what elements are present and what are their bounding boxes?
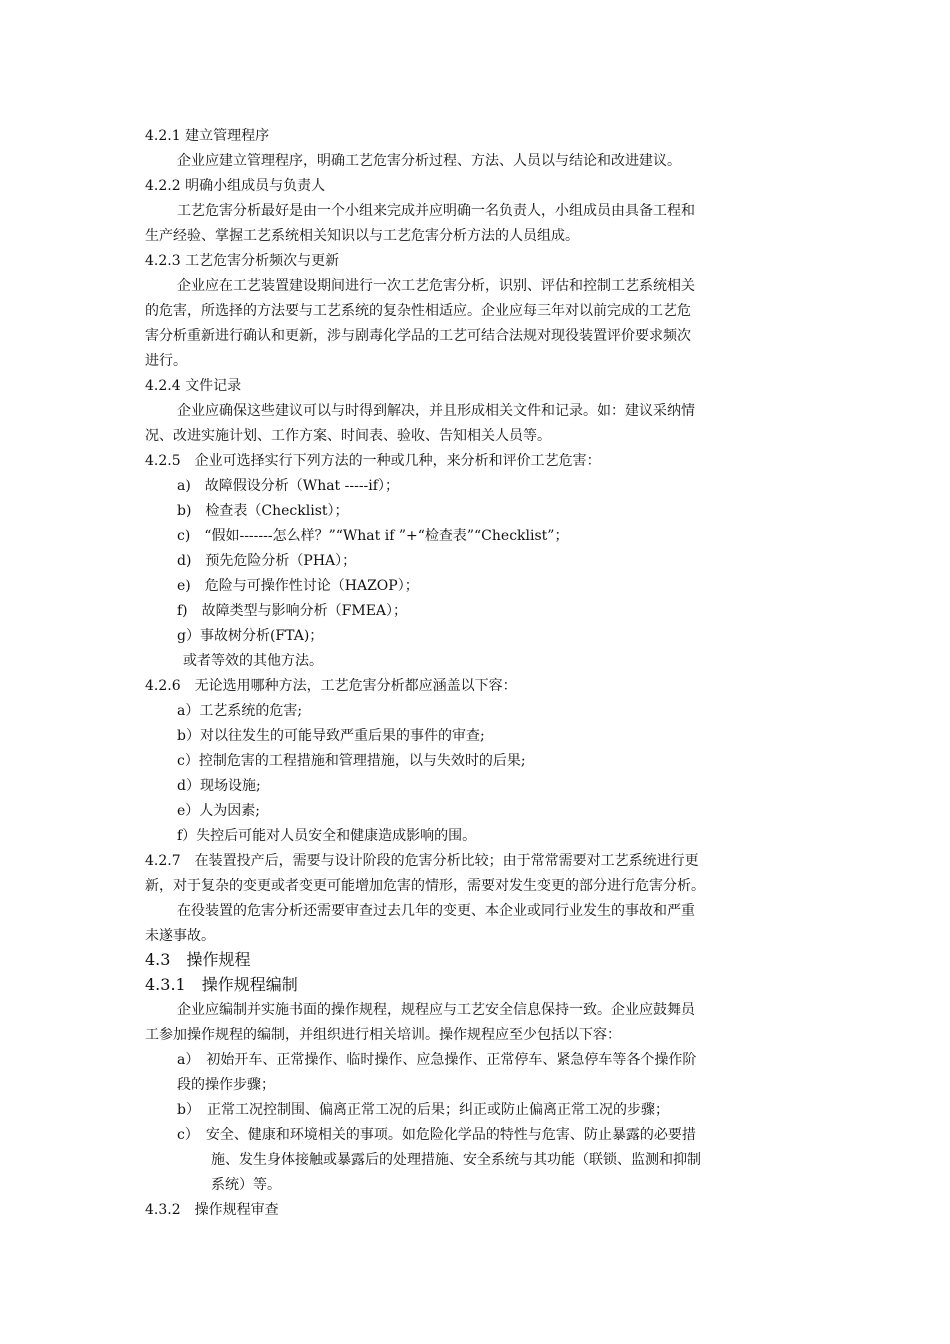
paragraph-line: 企业应在工艺装置建设期间进行一次工艺危害分析，识别、评估和控制工艺系统相关 bbox=[177, 278, 695, 294]
heading-4-2-5: 4.2.5 企业可选择实行下列方法的一种或几种，来分析和评价工艺危害： bbox=[145, 453, 601, 469]
list-item: a) 故障假设分析（What -----if）； bbox=[177, 478, 399, 494]
list-item: b）对以往发生的可能导致严重后果的事件的审查; bbox=[177, 728, 485, 744]
paragraph-line: 未遂事故。 bbox=[145, 928, 215, 944]
heading-4-2-4: 4.2.4 文件记录 bbox=[145, 378, 242, 394]
heading-4-3-1: 4.3.1 操作规程编制 bbox=[145, 975, 298, 994]
list-item: c) “假如-------怎么样？”“What if ”+“检查表”“Checklist”； bbox=[177, 528, 569, 544]
heading-4-3: 4.3 操作规程 bbox=[145, 950, 251, 969]
list-item: b) 检查表（Checklist）； bbox=[177, 503, 349, 519]
heading-4-2-2: 4.2.2 明确小组成员与负责人 bbox=[145, 178, 326, 194]
list-item: d) 预先危险分析（PHA）； bbox=[177, 553, 357, 569]
list-item: a）工艺系统的危害; bbox=[177, 703, 303, 719]
paragraph-line: 企业应确保这些建议可以与时得到解决，并且形成相关文件和记录。如：建议采纳情 bbox=[177, 403, 695, 419]
heading-4-2-6: 4.2.6 无论选用哪种方法，工艺危害分析都应涵盖以下容： bbox=[145, 678, 517, 694]
paragraph-line: 新，对于复杂的变更或者变更可能增加危害的情形，需要对发生变更的部分进行危害分析。 bbox=[145, 878, 705, 894]
paragraph-line: 生产经验、掌握工艺系统相关知识以与工艺危害分析方法的人员组成。 bbox=[145, 228, 579, 244]
paragraph-line: 害分析重新进行确认和更新，涉与剧毒化学品的工艺可结合法规对现役装置评价要求频次 bbox=[145, 328, 691, 344]
list-item: e) 危险与可操作性讨论（HAZOP）； bbox=[177, 578, 419, 594]
list-item-continuation: 段的操作步骤； bbox=[177, 1077, 275, 1093]
list-item: e）人为因素; bbox=[177, 803, 261, 819]
list-item: d）现场设施; bbox=[177, 778, 261, 794]
heading-4-2-7: 4.2.7 在装置投产后，需要与设计阶段的危害分析比较；由于常常需要对工艺系统进行更 bbox=[145, 853, 699, 869]
list-item-continuation: 施、发生身体接触或暴露后的处理措施、安全系统与其功能（联锁、监测和抑制 bbox=[211, 1152, 701, 1168]
paragraph-line: 况、改进实施计划、工作方案、时间表、验收、告知相关人员等。 bbox=[145, 428, 551, 444]
list-item: b） 正常工况控制围、偏离正常工况的后果；纠正或防止偏离正常工况的步骤； bbox=[177, 1102, 669, 1118]
paragraph-line: 企业应编制并实施书面的操作规程，规程应与工艺安全信息保持一致。企业应鼓舞员 bbox=[177, 1002, 695, 1018]
paragraph-line: 企业应建立管理程序，明确工艺危害分析过程、方法、人员以与结论和改进建议。 bbox=[177, 153, 681, 169]
paragraph-line: 进行。 bbox=[145, 353, 187, 369]
list-item: f) 故障类型与影响分析（FMEA）； bbox=[177, 603, 408, 619]
list-item: g）事故树分析(FTA)； bbox=[177, 628, 324, 644]
paragraph-line: 或者等效的其他方法。 bbox=[183, 653, 323, 669]
heading-4-2-1: 4.2.1 建立管理程序 bbox=[145, 128, 270, 144]
paragraph-line: 的危害，所选择的方法要与工艺系统的复杂性相适应。企业应每三年对以前完成的工艺危 bbox=[145, 303, 691, 319]
paragraph-line: 在役装置的危害分析还需要审查过去几年的变更、本企业或同行业发生的事故和严重 bbox=[177, 903, 695, 919]
paragraph-line: 工艺危害分析最好是由一个小组来完成并应明确一名负责人，小组成员由具备工程和 bbox=[177, 203, 695, 219]
list-item: c）控制危害的工程措施和管理措施，以与失效时的后果; bbox=[177, 753, 526, 769]
heading-4-3-2: 4.3.2 操作规程审查 bbox=[145, 1202, 279, 1218]
list-item: a） 初始开车、正常操作、临时操作、应急操作、正常停车、紧急停车等各个操作阶 bbox=[177, 1052, 697, 1068]
list-item-continuation: 系统）等。 bbox=[211, 1177, 281, 1193]
paragraph-line: 工参加操作规程的编制，并组织进行相关培训。操作规程应至少包括以下容： bbox=[145, 1027, 621, 1043]
heading-4-2-3: 4.2.3 工艺危害分析频次与更新 bbox=[145, 253, 340, 269]
list-item: c） 安全、健康和环境相关的事项。如危险化学品的特性与危害、防止暴露的必要措 bbox=[177, 1127, 696, 1143]
list-item: f）失控后可能对人员安全和健康造成影响的围。 bbox=[177, 828, 477, 844]
